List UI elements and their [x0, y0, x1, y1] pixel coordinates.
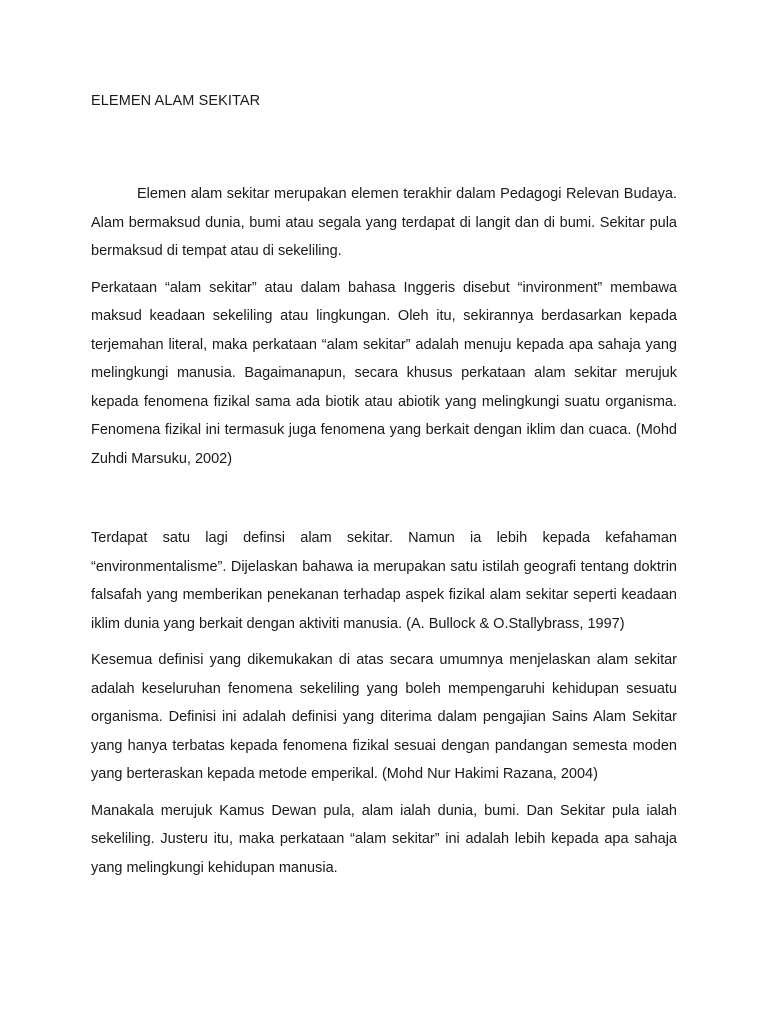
paragraph-definition-perkataan: Perkataan “alam sekitar” atau dalam bahasa Inggeris disebut “invironment” membawa maksud keadaan sekeliling atau lingkungan. Oleh itu, sekirannya berdasarkan kepada terjemahan literal, maka perkataan “alam sekitar” adalah menuju kepada apa sahaja yang melingkungi manusia. Bagaimanapun, secara khusus perkataan alam sekitar merujuk kepada fenomena fizikal sama ada biotik atau abiotik yang melingkungi suatu organisma. Fenomena fizikal ini termasuk juga fenomena yang berkait dengan iklim dan cuaca. (Mohd Zuhdi Marsuku, 2002): [91, 279, 677, 467]
paragraph-intro: Elemen alam sekitar merupakan elemen terakhir dalam Pedagogi Relevan Budaya. Alam bermaksud dunia, bumi atau segala yang terdapat di langit dan di bumi. Sekitar pula bermaksud di tempat atau di sekeliling.: [91, 186, 677, 259]
paragraph-kamus-dewan: Manakala merujuk Kamus Dewan pula, alam ialah dunia, bumi. Dan Sekitar pula ialah sekeliling. Justeru itu, maka perkataan “alam sekitar” ini adalah lebih kepada apa sahaja yang melingkungi kehidupan manusia.: [91, 802, 677, 876]
paragraph-summary: Kesemua definisi yang dikemukakan di atas secara umumnya menjelaskan alam sekitar adalah keseluruhan fenomena sekeliling yang boleh mempengaruhi kehidupan sesuatu organisma. Definisi ini adalah definisi yang diterima dalam pengajian Sains Alam Sekitar yang hanya terbatas kepada fenomena fizikal sesuai dengan pandangan semesta moden yang berteraskan kepada metode emperikal. (Mohd Nur Hakimi Razana, 2004): [91, 652, 677, 782]
document-title: ELEMEN ALAM SEKITAR: [91, 93, 261, 109]
paragraph-definition-environmentalisme: Terdapat satu lagi definsi alam sekitar. Namun ia lebih kepada kefahaman “environmentalisme”. Dijelaskan bahawa ia merupakan satu istilah geografi tentang doktrin falsafah yang memberikan penekanan terhadap aspek fizikal alam sekitar seperti keadaan iklim dunia yang berkait dengan aktiviti manusia. (A. Bullock & O.Stallybrass, 1997): [91, 530, 677, 632]
document-body: [91, 91, 677, 882]
